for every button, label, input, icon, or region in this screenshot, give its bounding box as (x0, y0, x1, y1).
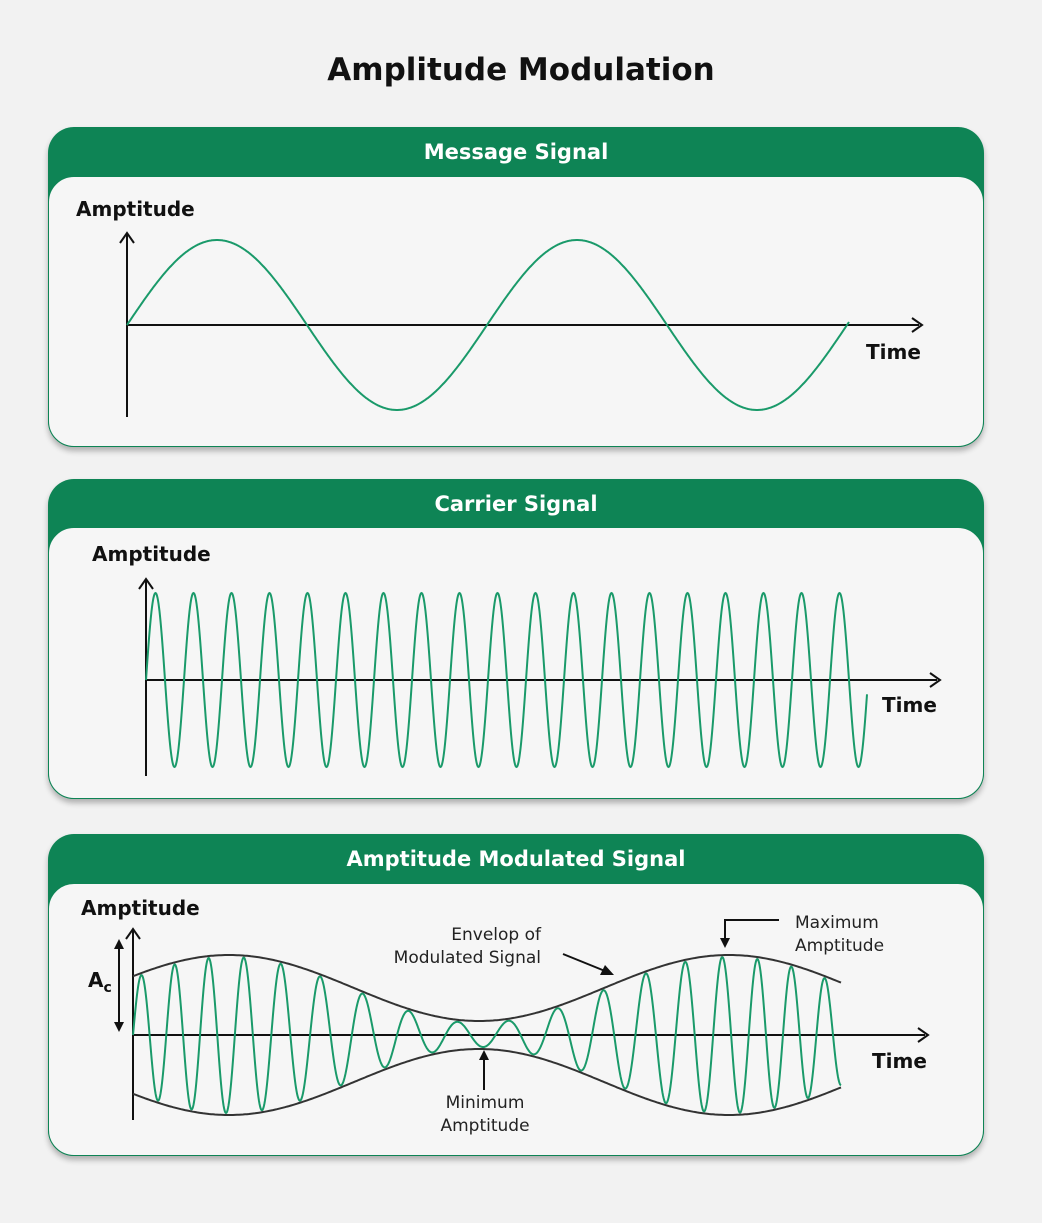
ac-label: $A_c$ (88, 968, 112, 996)
x-axis-label: Time (872, 1049, 927, 1073)
minimum-label-line2: Amptitude (440, 1116, 530, 1136)
carrier-signal-panel (48, 479, 984, 799)
y-axis-label: Amptitude (81, 896, 200, 920)
panel-heading: Carrier Signal (434, 492, 598, 516)
panel-heading: Amptitude Modulated Signal (346, 847, 686, 871)
maximum-label-line2: Amptitude (795, 936, 885, 956)
envelope-label-line1: Envelop of (451, 925, 541, 945)
am-signal-plot (49, 884, 984, 1156)
message-signal-panel (48, 127, 984, 447)
page-title: Amplitude Modulation (327, 52, 715, 88)
minimum-pointer-arrow (479, 1050, 489, 1090)
x-axis-label: Time (866, 340, 921, 364)
panel-heading: Message Signal (423, 140, 609, 164)
maximum-pointer-arrow (720, 920, 779, 948)
y-axis-label: Amptitude (76, 197, 195, 221)
y-axis-label: Amptitude (92, 542, 211, 566)
envelope-pointer-arrow (563, 954, 614, 975)
envelope-label-line2: Modulated Signal (393, 948, 541, 968)
carrier-signal-plot (49, 528, 984, 799)
minimum-label-line1: Minimum (445, 1093, 525, 1113)
ac-double-arrow (114, 939, 124, 1032)
am-signal-panel (48, 834, 984, 1156)
maximum-label-line1: Maximum (795, 913, 879, 933)
x-axis-label: Time (882, 693, 937, 717)
message-signal-plot (49, 177, 984, 447)
